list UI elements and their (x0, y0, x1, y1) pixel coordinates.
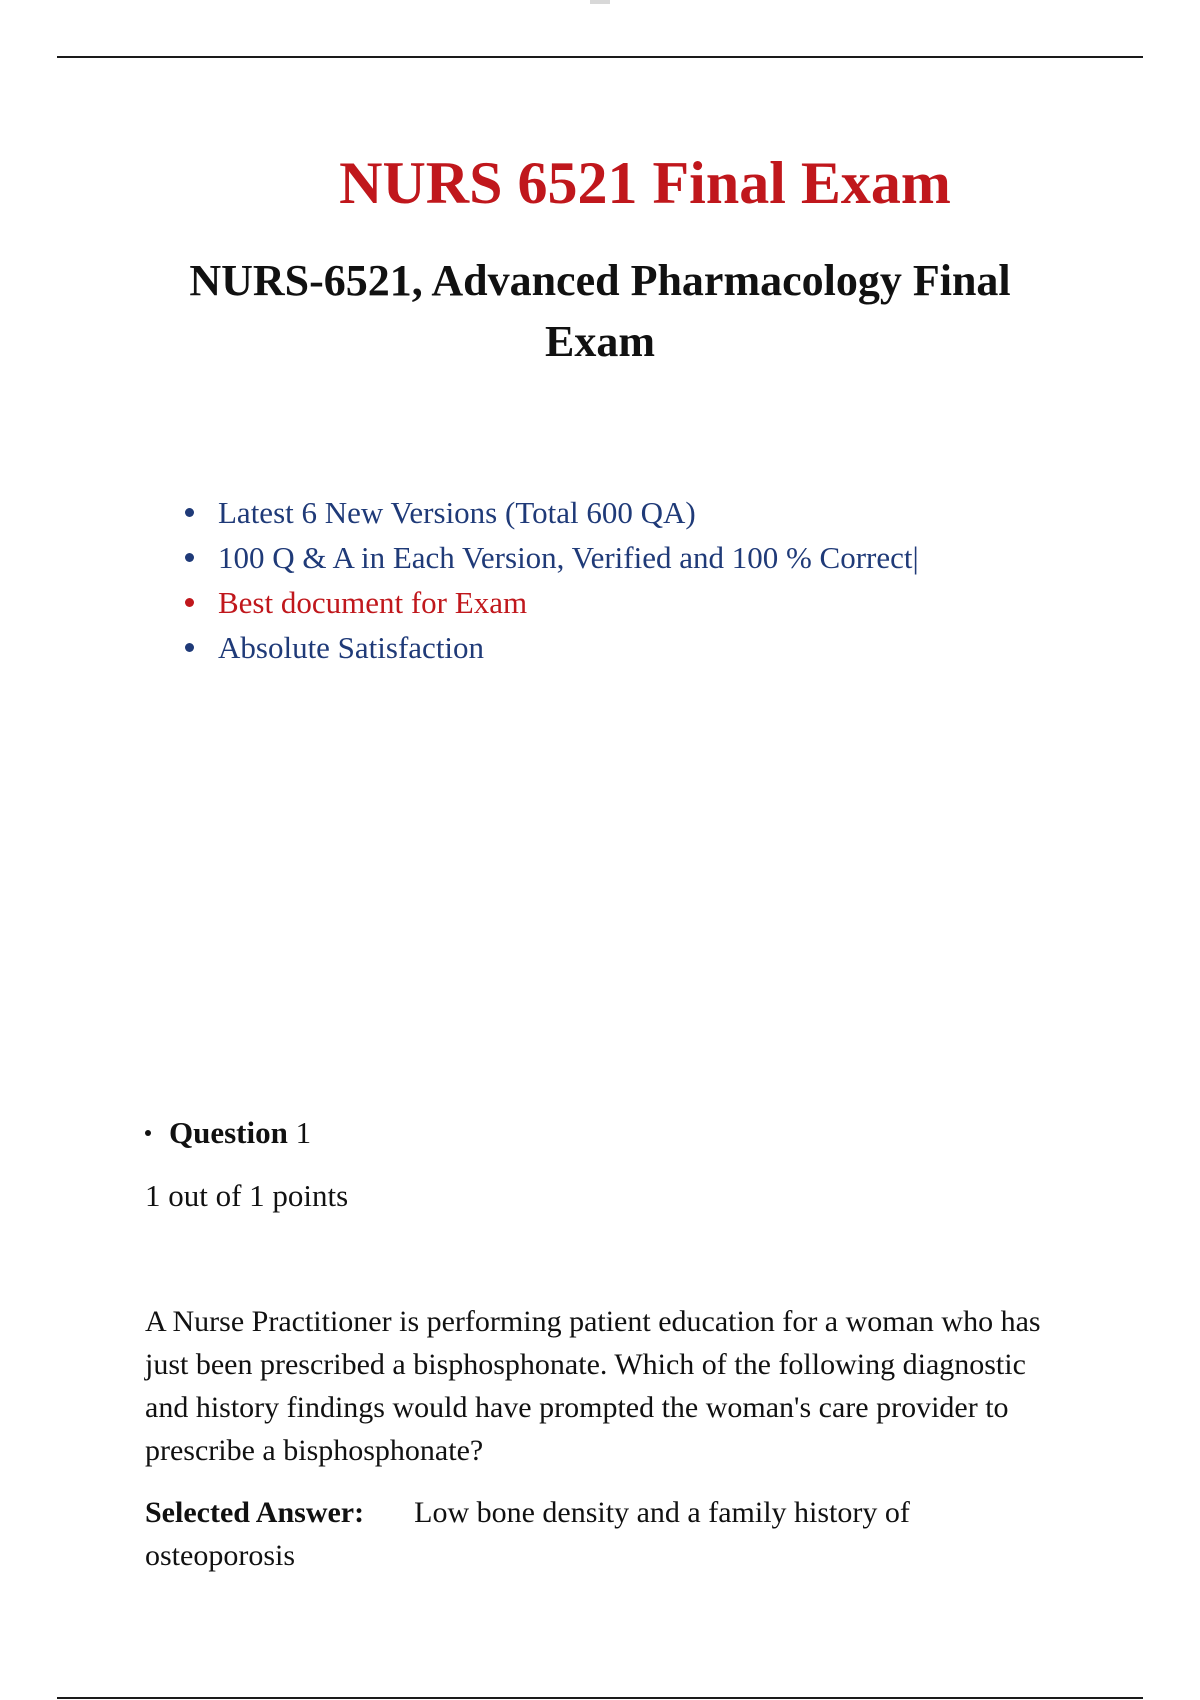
question-heading (145, 1113, 311, 1153)
feature-text: 100 Q & A in Each Version, Verified and 100 % Correct| (218, 540, 919, 575)
bullet-icon (185, 643, 194, 652)
document-title: NURS 6521 Final Exam (339, 150, 951, 216)
bullet-icon (185, 553, 194, 562)
bullet-icon (145, 1130, 151, 1136)
feature-item (180, 535, 919, 580)
page-marker (590, 0, 610, 4)
question-label: Question (169, 1115, 288, 1150)
selected-answer-label: Selected Answer: (145, 1496, 365, 1529)
bullet-icon (185, 598, 194, 607)
header-rule (57, 56, 1143, 58)
feature-text: Latest 6 New Versions (Total 600 QA) (218, 495, 696, 530)
feature-text: Best document for Exam (218, 585, 528, 620)
document-subtitle: NURS-6521, Advanced Pharmacology Final Exam (189, 256, 1011, 366)
question-number: 1 (295, 1115, 312, 1150)
question-points: 1 out of 1 points (145, 1178, 349, 1213)
feature-list (180, 490, 919, 670)
selected-answer (145, 1491, 1045, 1577)
bullet-icon (185, 508, 194, 517)
feature-item (180, 625, 919, 670)
feature-item (180, 580, 919, 625)
question-text: A Nurse Practitioner is performing patient education for a woman who has just been prescribed a bisphosphonate. Which of the following diagnostic and history findings would have prompted the woman's care provider to prescribe a bisphosphonate? (145, 1305, 1041, 1467)
feature-text: Absolute Satisfaction (218, 630, 485, 665)
footer-rule (57, 1697, 1143, 1699)
feature-item (180, 490, 919, 535)
selected-answer-value: Low bone density and a family history of osteoporosis (145, 1496, 910, 1572)
